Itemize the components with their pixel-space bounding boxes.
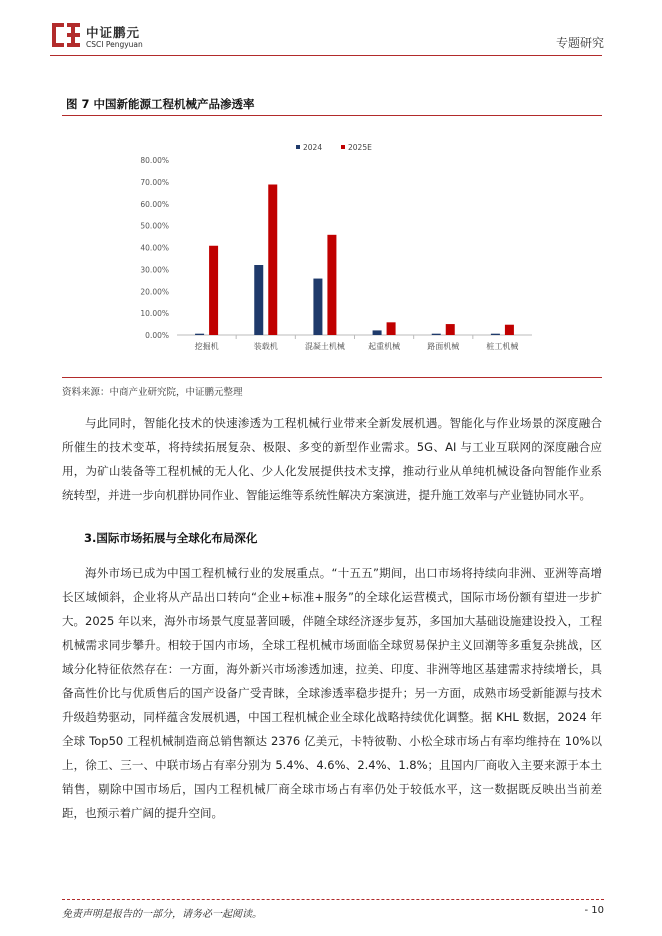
penetration-bar-chart — [62, 130, 602, 370]
paragraph-international: 海外市场已成为中国工程机械行业的发展重点。“十五五”期间，出口市场将持续向非洲、亚洲等高增长区域倾斜，企业将从产品出口转向“企业+标准+服务”的全球化运营模式，国际市场份额有望进一步扩大。2025 年以来，海外市场景气度显著回暖，伴随全球经济逐步复苏，多国加大基础设施建设投入，工程机械需求同步攀升。相较于国内市场，全球工程机械市场面临全球贸易保护主义回潮等多重复杂挑战，区域分化特征依然存在：一方面，海外新兴市场渗透加速，拉美、印度、非洲等地区基建需求持续增长，具备高性价比与优质售后的国产设备广受青睐，全球渗透率稳步提升；另一方面，成熟市场受新能源与技术升级趋势驱动，同样蕴含发展机遇，中国工程机械企业全球化战略持续优化调整。据 KHL 数据，2024 年全球 Top50 工程机械制造商总销售额达 2376 亿美元，卡特彼勒、小松全球市场占有率均维持在 10%以上，徐工、三一、中联市场占有率分别为 5.4%、4.6%、2.4%、1.8%；且国内厂商收入主要来源于本土销售，剔除中国市场后，国内工程机械厂商全球市场占有率仍处于较低水平，这一数据既反映出当前差距，也预示着广阔的提升空间。 — [62, 566, 602, 820]
bar-2025E-路面机械 — [446, 324, 455, 335]
bar-2025E-挖掘机 — [209, 246, 218, 335]
bar-2024-桩工机械 — [491, 334, 500, 335]
legend-swatch-2025E — [341, 145, 345, 149]
x-tick-label: 装载机 — [253, 342, 278, 351]
figure-source: 资料来源：中商产业研究院，中证鹏元整理 — [62, 387, 243, 398]
footer-divider — [62, 899, 604, 900]
bar-2025E-混凝土机械 — [327, 235, 336, 335]
company-logo — [52, 18, 170, 54]
bar-2024-装载机 — [254, 265, 263, 335]
y-tick-label: 50.00% — [140, 221, 169, 231]
legend-label: 2024 — [303, 143, 323, 152]
paragraph-intelligence: 与此同时，智能化技术的快速渗透为工程机械行业带来全新发展机遇。智能化与作业场景的深度融合所催生的技术变革，将持续拓展复杂、极限、多变的新型作业需求。5G、AI 与工业互联网的深度融合应用，为矿山装备等工程机械的无人化、少人化发展提供技术支撑，推动行业从单纯机械设备向智能作业系统转型，并进一步向机群协同作业、智能运维等系统性解决方案演进，提升施工效率与产业链协同水平。 — [62, 416, 602, 502]
y-tick-label: 20.00% — [140, 287, 169, 297]
y-tick-label: 30.00% — [140, 265, 169, 275]
legend-label: 2025E — [348, 143, 372, 152]
bar-2024-路面机械 — [432, 334, 441, 335]
x-tick-label: 混凝土机械 — [304, 342, 345, 351]
y-tick-label: 80.00% — [140, 156, 169, 165]
header-divider — [50, 55, 602, 56]
bar-2025E-起重机械 — [387, 322, 396, 335]
bar-2024-挖掘机 — [195, 334, 204, 335]
logo-chinese-name: 中证鹏元 — [86, 25, 141, 40]
page-number: - 10 — [584, 905, 604, 916]
legend-swatch-2024 — [296, 145, 300, 149]
logo-english-name: CSCI Pengyuan — [86, 40, 143, 49]
bar-2025E-桩工机械 — [505, 325, 514, 335]
csci-logo-icon — [52, 21, 80, 49]
section-heading: 3.国际市场拓展与全球化布局深化 — [84, 531, 258, 545]
y-tick-label: 10.00% — [140, 309, 169, 319]
x-tick-label: 挖掘机 — [194, 342, 219, 351]
x-tick-label: 桩工机械 — [486, 342, 519, 351]
y-tick-label: 70.00% — [140, 177, 169, 187]
footer-disclaimer: 免责声明是报告的一部分，请务必一起阅读。 — [62, 909, 262, 920]
x-tick-label: 起重机械 — [368, 342, 401, 351]
bar-2024-起重机械 — [373, 330, 382, 335]
figure-bottom-rule — [62, 377, 602, 378]
figure-top-rule — [62, 115, 602, 116]
y-tick-label: 40.00% — [140, 243, 169, 253]
figure-title: 图 7 中国新能源工程机械产品渗透率 — [66, 97, 255, 111]
y-tick-label: 60.00% — [140, 199, 169, 209]
x-tick-label: 路面机械 — [427, 342, 460, 351]
y-tick-label: 0.00% — [145, 331, 169, 340]
bar-2024-混凝土机械 — [313, 279, 322, 335]
report-type-label: 专题研究 — [555, 36, 604, 50]
bar-2025E-装载机 — [268, 185, 277, 336]
